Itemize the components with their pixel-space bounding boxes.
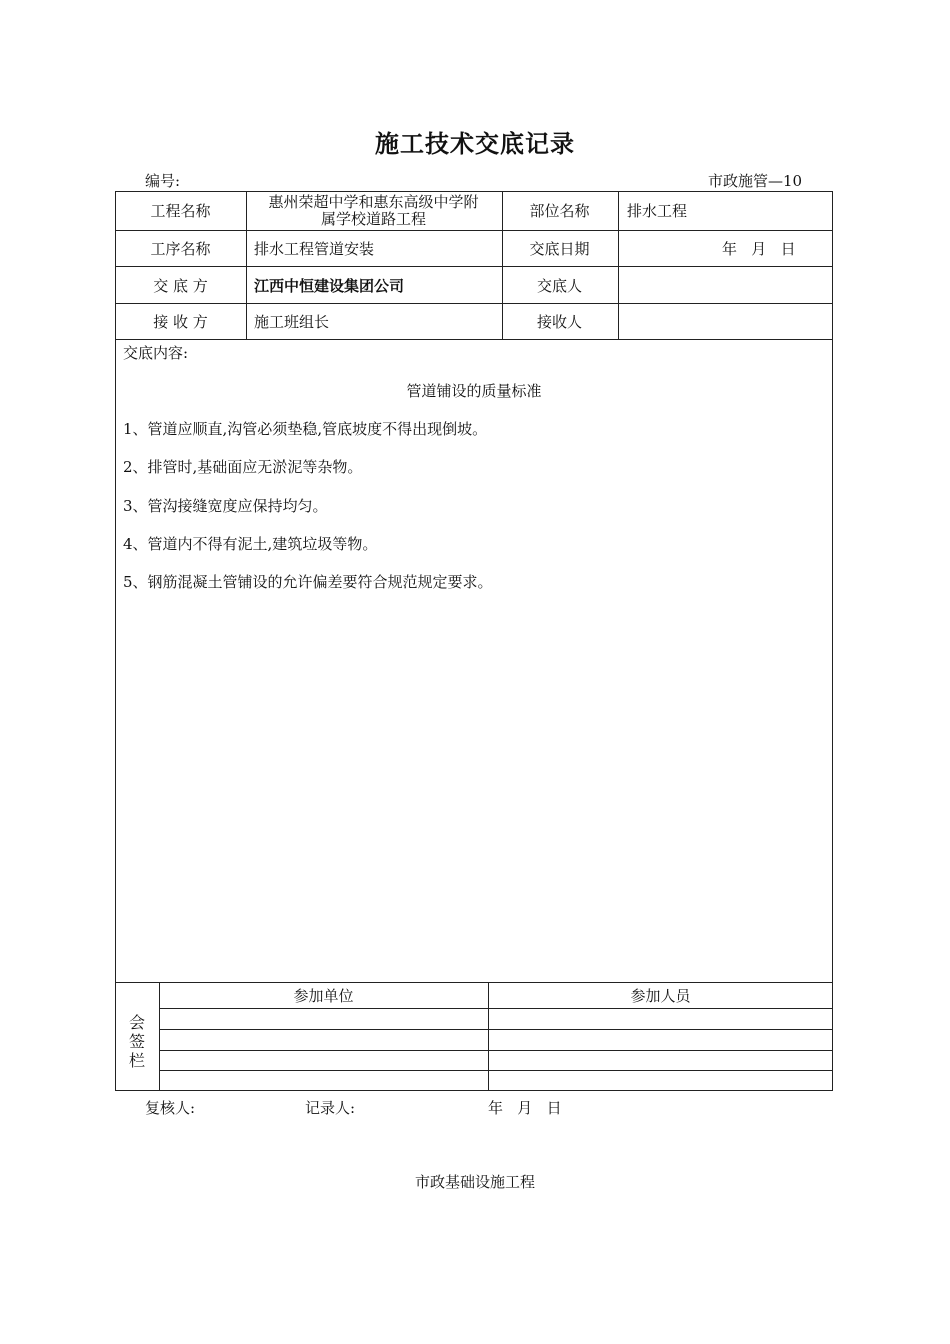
sign-divider	[159, 1070, 832, 1071]
sign-divider	[159, 1008, 832, 1009]
date-value: 年 月 日	[722, 239, 796, 258]
content-item-4: 4、管道内不得有泥土,建筑垃圾等物。	[123, 535, 378, 553]
row-divider	[116, 339, 832, 340]
footer-date: 年 月 日	[488, 1099, 562, 1117]
project-name-label: 工程名称	[150, 202, 211, 220]
signoff-label-char-3: 栏	[128, 1051, 145, 1070]
receiver-party-value: 施工班组长	[254, 312, 330, 331]
sign-divider	[159, 1029, 832, 1030]
project-name-line2: 属学校道路工程	[320, 209, 426, 228]
part-name-value: 排水工程	[627, 202, 688, 220]
process-name-label: 工序名称	[150, 239, 211, 258]
receiver-party-label: 接 收 方	[153, 312, 208, 331]
giver-person-value[interactable]	[618, 267, 832, 303]
form-code: 市政施管—10	[708, 172, 803, 190]
page-title: 施工技术交底记录	[375, 129, 575, 158]
content-heading: 管道铺设的质量标准	[406, 382, 542, 400]
project-name-value	[246, 192, 501, 229]
receiver-person-label: 接收人	[536, 312, 582, 331]
project-name-line1: 惠州荣超中学和惠东高级中学附	[268, 192, 479, 211]
content-item-5: 5、钢筋混凝土管铺设的允许偏差要符合规范规定要求。	[123, 573, 493, 591]
giver-person-label: 交底人	[536, 276, 582, 295]
content-item-1: 1、管道应顺直,沟管必须垫稳,管底坡度不得出现倒坡。	[123, 420, 488, 438]
process-name-value: 排水工程管道安装	[254, 239, 375, 258]
bottom-text: 市政基础设施工程	[414, 1173, 535, 1191]
content-label: 交底内容:	[123, 344, 189, 362]
sign-divider	[159, 1050, 832, 1051]
serial-label: 编号:	[145, 172, 181, 190]
content-item-3: 3、管沟接缝宽度应保持均匀。	[123, 497, 328, 515]
signoff-col-unit: 参加单位	[293, 986, 354, 1005]
signoff-label-char-2: 签	[128, 1032, 145, 1051]
giver-party-label: 交 底 方	[153, 276, 208, 295]
receiver-person-value[interactable]	[618, 303, 832, 339]
part-name-label: 部位名称	[529, 202, 590, 220]
signoff-col-people: 参加人员	[630, 986, 691, 1005]
giver-party-value: 江西中恒建设集团公司	[254, 276, 405, 295]
signoff-label-char-1: 会	[128, 1013, 145, 1032]
date-label: 交底日期	[529, 239, 590, 258]
reviewer-label: 复核人:	[145, 1099, 196, 1117]
recorder-label: 记录人:	[305, 1099, 356, 1117]
content-item-2: 2、排管时,基础面应无淤泥等杂物。	[123, 458, 363, 476]
